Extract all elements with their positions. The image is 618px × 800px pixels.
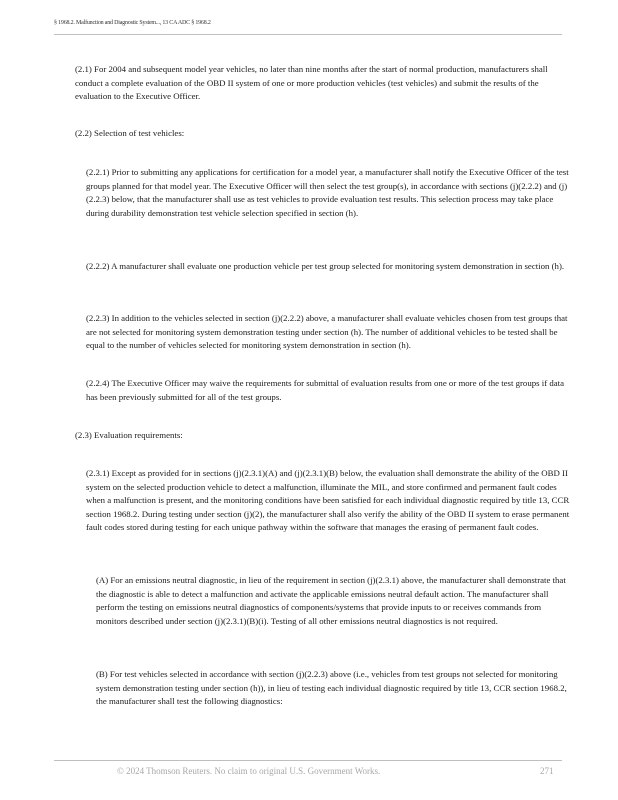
footer-copyright: © 2024 Thomson Reuters. No claim to original U.S. Government Works. [117,766,381,776]
paragraph-b: (B) For test vehicles selected in accordance with section (j)(2.2.3) above (i.e., vehicles from test groups not selected for monitoring system demonstration testing under section (h)), in lieu of testing each individual diagnostic required by title 13, CCR section 1968.2, the manufacturer shall test the following diagnostics: [96,669,567,707]
running-header: § 1968.2. Malfunction and Diagnostic System..., 13 CA ADC § 1968.2 [54,20,211,26]
heading-2-3-evaluation: (2.3) Evaluation requirements: [75,430,183,440]
paragraph-2-2-1: (2.2.1) Prior to submitting any applications for certification for a model year, a manufacturer shall notify the Executive Officer of the test groups planned for that model year. The Executive Officer will then select the test group(s), in accordance with sections (j)(2.2.2) and (j)(2.2.3) below, that the manufacturer shall use as test vehicles to provide evaluation test results. This selection process may take place during durability demonstration test vehicle selection specified in section (h). [86,167,569,218]
footer-divider [54,760,562,761]
page-number: 271 [540,766,554,776]
paragraph-a: (A) For an emissions neutral diagnostic, in lieu of the requirement in section (j)(2.3.1) above, the manufacturer shall demonstrate that the diagnostic is able to detect a malfunction and activate the applicable emissions neutral default action. The manufacturer shall perform the testing on emissions neutral diagnostics of components/systems that provide inputs to or receives commands from monitors described under section (j)(2.3.1)(B)(i). Testing of all other emissions neutral diagnostics is not required. [96,575,566,626]
heading-2-2-selection: (2.2) Selection of test vehicles: [75,128,185,138]
paragraph-2-2-3: (2.2.3) In addition to the vehicles selected in section (j)(2.2.2) above, a manufacturer shall evaluate vehicles chosen from test groups that are not selected for monitoring system demonstration testing under section (h). The number of additional vehicles to be tested shall be equal to the number of vehicles selected for monitoring system demonstration in section (h). [86,313,568,351]
paragraph-2-1: (2.1) For 2004 and subsequent model year vehicles, no later than nine months after the start of normal production, manufacturers shall conduct a complete evaluation of the OBD II system of one or more production vehicles (test vehicles) and submit the results of the evaluation to the Executive Officer. [75,64,548,102]
paragraph-2-2-4: (2.2.4) The Executive Officer may waive the requirements for submittal of evaluation results from one or more of the test groups if data has been previously submitted for all of the test groups. [86,378,564,402]
header-divider [54,34,562,35]
paragraph-2-2-2: (2.2.2) A manufacturer shall evaluate one production vehicle per test group selected for monitoring system demonstration in section (h). [86,261,565,271]
paragraph-2-3-1: (2.3.1) Except as provided for in sections (j)(2.3.1)(A) and (j)(2.3.1)(B) below, the evaluation shall demonstrate the ability of the OBD II system on the selected production vehicle to detect a malfunction, illuminate the MIL, and store confirmed and permanent fault codes when a malfunction is present, and the monitoring conditions have been satisfied for each individual diagnostic required by title 13, CCR section 1968.2. During testing under section (j)(2), the manufacturer shall also verify the ability of the OBD II system to erase permanent fault codes stored during testing for each unique pathway within the software that manages the erasing of permanent fault codes. [86,468,570,533]
